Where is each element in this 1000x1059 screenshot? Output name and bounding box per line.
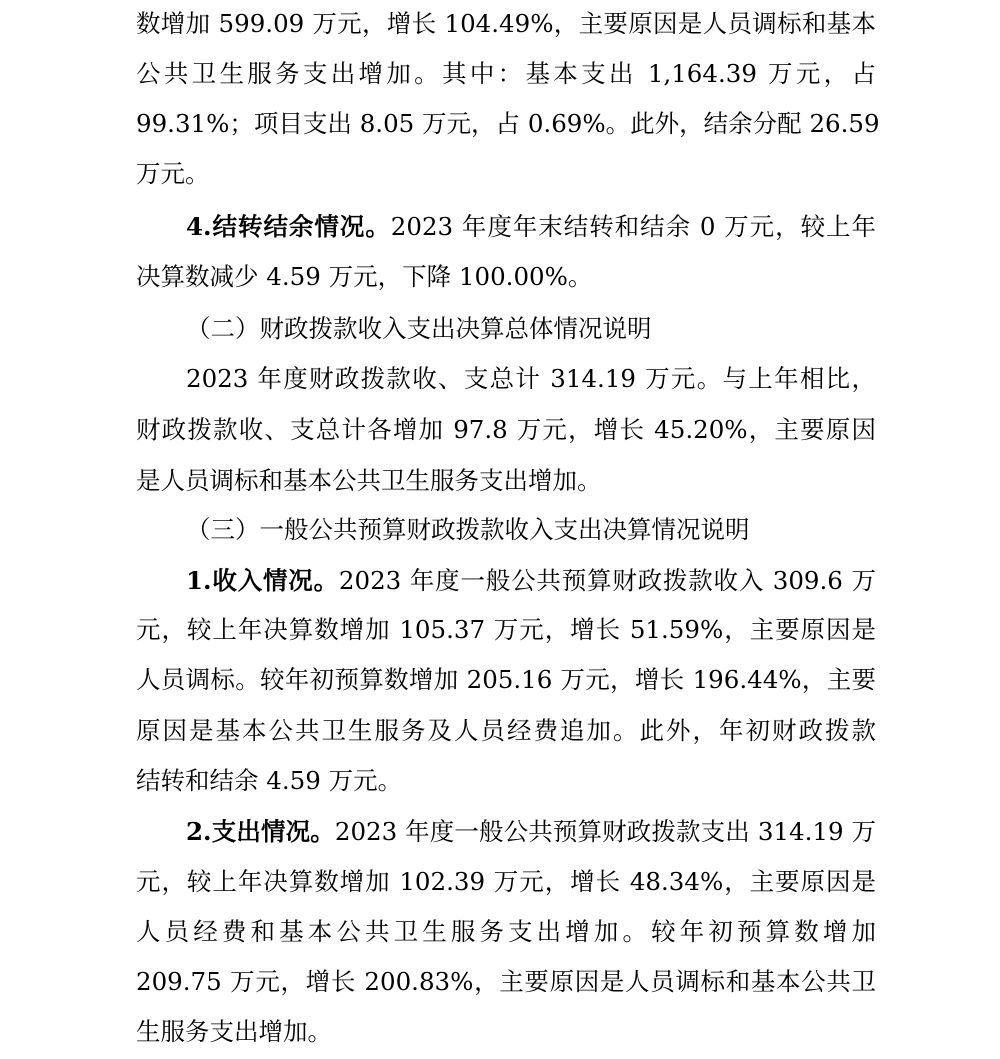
section-heading: （三）一般公共预算财政拨款收入支出决算情况说明	[186, 515, 750, 544]
body-text-line: 财政拨款收、支总计各增加 97.8 万元，增长 45.20%，主要原因	[136, 415, 876, 444]
body-text-line: 元，较上年决算数增加 105.37 万元，增长 51.59%，主要原因是	[136, 615, 876, 644]
paragraph-first-line	[136, 812, 876, 852]
body-text-line: 人员经费和基本公共卫生服务支出增加。较年初预算数增加	[136, 917, 876, 946]
body-text-line: 万元。	[136, 159, 210, 188]
body-text-line: 209.75 万元，增长 200.83%，主要原因是人员调标和基本公共卫	[136, 967, 876, 996]
body-text-line: 数增加 599.09 万元，增长 104.49%，主要原因是人员调标和基本	[136, 9, 876, 38]
body-text-line: 公共卫生服务支出增加。其中：基本支出 1,164.39 万元，占	[136, 59, 876, 88]
body-text: 2023 年度一般公共预算财政拨款收入 309.6 万	[338, 566, 876, 595]
section-heading: （二）财政拨款收入支出决算总体情况说明	[186, 314, 652, 343]
paragraph-first-line: 2023 年度财政拨款收、支总计 314.19 万元。与上年相比，	[186, 364, 876, 393]
body-text-line: 原因是基本公共卫生服务及人员经费追加。此外，年初财政拨款	[136, 716, 876, 745]
body-text-line: 决算数减少 4.59 万元，下降 100.00%。	[136, 262, 593, 291]
paragraph-lead: 1.收入情况。	[186, 566, 339, 595]
body-text-line: 是人员调标和基本公共卫生服务支出增加。	[136, 466, 602, 495]
paragraph-lead: 2.支出情况。	[186, 817, 335, 846]
paragraph-first-line	[136, 207, 876, 247]
body-text-line: 99.31%；项目支出 8.05 万元，占 0.69%。此外，结余分配 26.59	[136, 109, 880, 138]
body-text: 2023 年度一般公共预算财政拨款支出 314.19 万	[334, 817, 876, 846]
paragraph-first-line	[136, 561, 876, 601]
body-text-line: 生服务支出增加。	[136, 1017, 332, 1046]
body-text-line: 结转和结余 4.59 万元。	[136, 766, 403, 795]
body-text-line: 人员调标。较年初预算数增加 205.16 万元，增长 196.44%，主要	[136, 665, 876, 694]
paragraph-lead: 4.结转结余情况。	[186, 212, 391, 241]
body-text: 2023 年度年末结转和结余 0 万元，较上年	[390, 212, 876, 241]
body-text-line: 元，较上年决算数增加 102.39 万元，增长 48.34%，主要原因是	[136, 867, 876, 896]
